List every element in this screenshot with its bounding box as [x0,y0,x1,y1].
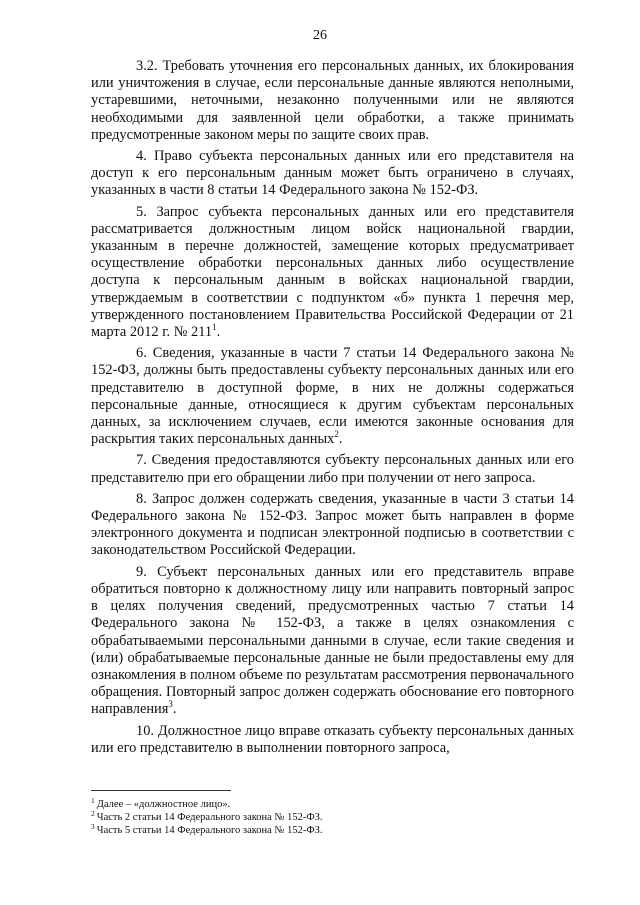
paragraph-8 [91,491,574,560]
page-number: 26 [313,28,327,43]
footnote-ref: 1 [212,322,217,333]
footnote-number: 1 [91,795,95,805]
paragraph-text: 8. Запрос должен содержать сведения, указанные в части 3 статьи 14 Федерального закона № 152-ФЗ. Запрос может быть направлен в форме электронного документа и подписан электронной подписью в соответствии с законодательством Российской Федерации. [91,490,574,559]
footnote [91,821,574,837]
body-text [91,58,574,761]
paragraph-text: 4. Право субъекта персональных данных или его представителя на доступ к его персональным данным может быть ограничено в случаях, указанных в части 8 статьи 14 Федерального закона № 152-ФЗ. [91,148,574,199]
footnote-divider [91,790,231,791]
footnote-text: Часть 2 статьи 14 Федерального закона № 152-ФЗ. [96,812,323,823]
footnote-text: Далее – «должностное лицо». [96,799,231,810]
paragraph-text: 6. Сведения, указанные в части 7 статьи 14 Федерального закона № 152-ФЗ, должны быть предоставлены субъекту персональных данных или его представителю в доступной форме, в них не должны содержаться персональные данные, относящиеся к другим субъектам персональных данных, за исключением случаев, если имеются законные основания для раскрытия таких персональных данных [91,345,574,448]
footnote-text: Часть 5 статьи 14 Федерального закона № 152-ФЗ. [96,825,323,836]
paragraph-7 [91,452,574,486]
paragraph-3-2 [91,58,574,144]
footnotes [91,795,574,837]
footnote-number: 3 [91,821,95,831]
paragraph-9: 9. Субъект персональных данных или его представитель вправе обратиться повторно к должностному лицу или направить повторный запрос в целях получения сведений, предусмотренных частью 7 статьи 14 Федерального закона № 152-ФЗ, а также в целях ознакомления с обрабатываемыми персональными данными в случае, если такие сведения и (или) обрабатываемые персональные данные не были предоставлены ему для ознакомления в полном объеме по результатам рассмотрения первоначального обращения. Повторный запрос должен содержать обоснование его повторного направления$^3$. [91,563,574,718]
footnote-ref: 3 [168,699,173,710]
paragraph-text: 9. Субъект персональных данных или его представитель вправе обратиться повторно к должностному лицу или направить повторный запрос в целях получения сведений, предусмотренных частью 7 статьи 14 Федерального закона № 152-ФЗ, а также в целях ознакомления с обрабатываемыми персональными данными в случае, если такие сведения и (или) обрабатываемые персональные данные не были предоставлены ему для ознакомления в полном объеме по результатам рассмотрения первоначального обращения. Повторный запрос должен содержать обоснование его повторного направления [91,563,574,718]
paragraph-text: 3.2. Требовать уточнения его персональных данных, их блокирования или уничтожения в случае, если персональные данные являются неполными, устаревшими, неточными, незаконно полученными или не являются необходимыми для заявленной цели обработки, а также принимать предусмотренные законом меры по защите своих прав. [91,58,574,143]
footnote-number: 2 [91,808,95,818]
paragraph-5: 5. Запрос субъекта персональных данных или его представителя рассматривается должностным лицом войск национальной гвардии, указанным в перечне должностей, замещение которых предусматривает осуществление обработки персональных данных либо осуществление доступа к персональным данным в войсках национальной гвардии, утверждаемым в соответствии с подпунктом «б» пункта 1 перечня мер, утвержденного постановлением Правительства Российской Федерации от 21 марта 2012 г. № $211^1$. [91,203,574,341]
paragraph-text: 5. Запрос субъекта персональных данных или его представителя рассматривается должностным лицом войск национальной гвардии, указанным в перечне должностей, замещение которых предусматривает осуществление обработки персональных данных либо осуществление доступа к персональным данным в войсках национальной гвардии, утверждаемым в соответствии с подпунктом «б» пункта 1 перечня мер, утвержденного постановлением Правительства Российской Федерации от 21 марта 2012 г. № 211 [91,203,574,341]
paragraph-10 [91,723,574,757]
footnote-ref: 2 [334,429,339,440]
paragraph-4 [91,148,574,200]
paragraph-text: 10. Должностное лицо вправе отказать субъекту персональных данных или его представителю в выполнении повторного запроса, [91,722,574,756]
paragraph-text: 7. Сведения предоставляются субъекту персональных данных или его представителю при его обращении либо при получении от него запроса. [91,452,574,486]
paragraph-6: 6. Сведения, указанные в части 7 статьи 14 Федерального закона № 152-ФЗ, должны быть предоставлены субъекту персональных данных или его представителю в доступной форме, в них не должны содержаться персональные данные, относящиеся к другим субъектам персональных данных, за исключением случаев, если имеются законные основания для раскрытия таких персональных данных$^2$. [91,345,574,448]
footnote [91,808,574,824]
footnote [91,795,574,811]
